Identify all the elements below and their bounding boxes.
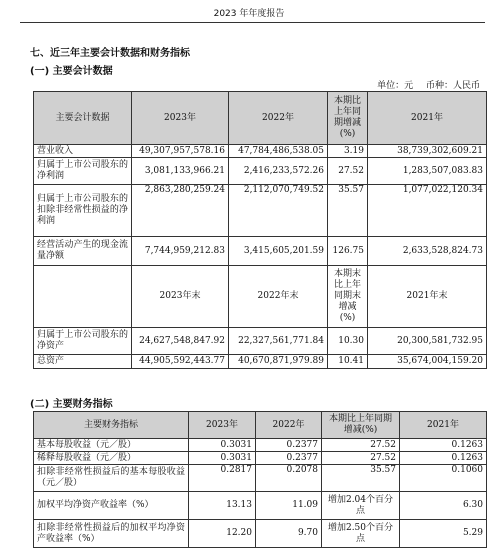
cell-2021: 2,633,528,824.73 [368, 237, 487, 266]
subsection-title-financial-indicators: (二) 主要财务指标 [30, 399, 113, 410]
table-row [34, 158, 487, 185]
cell-change: 3.19 [328, 145, 368, 158]
financial-indicators-table [33, 411, 487, 548]
row-label: 稀释每股收益（元／股） [34, 452, 189, 465]
cell-2023: 12.20 [189, 520, 256, 548]
col-header-item: 主要财务指标 [34, 412, 189, 439]
cell-2021: 38,739,302,609.21 [368, 145, 487, 158]
cell-2022: 0.2377 [256, 439, 322, 452]
cell-2021: 0.1263 [400, 439, 487, 452]
table-header-row [34, 92, 487, 145]
cell-2021: 6.30 [400, 492, 487, 520]
row-label: 基本每股收益（元／股） [34, 439, 189, 452]
cell-change: 10.30 [328, 328, 368, 355]
cell-2023: 0.3031 [189, 439, 256, 452]
cell-2022: 9.70 [256, 520, 322, 548]
header-divider [20, 22, 485, 23]
cell-2021: 20,300,581,732.95 [368, 328, 487, 355]
cell-2023: 44,905,592,443.77 [132, 355, 229, 369]
cell-2021: 0.1060 [400, 465, 487, 492]
col-header-2022: 2022年 [229, 92, 328, 145]
col-header-2021: 2021年 [368, 92, 487, 145]
empty-cell [34, 266, 132, 328]
cell-change: 27.52 [322, 452, 400, 465]
table-row [34, 328, 487, 355]
col-header-2021-end: 2021年末 [368, 266, 487, 328]
cell-2022: 47,784,486,538.05 [229, 145, 328, 158]
cell-2021: 0.1263 [400, 452, 487, 465]
cell-2022: 0.2377 [256, 452, 322, 465]
cell-2022: 22,327,561,771.84 [229, 328, 328, 355]
cell-2021: 1,077,022,120.34 [368, 185, 487, 237]
cell-change: 10.41 [328, 355, 368, 369]
cell-change: 35.57 [328, 185, 368, 237]
cell-2023: 0.2817 [189, 465, 256, 492]
table-row [34, 355, 487, 369]
row-label: 归属于上市公司股东的扣除非经常性损益的净利润 [34, 185, 132, 237]
col-header-2022: 2022年 [256, 412, 322, 439]
row-label: 归属于上市公司股东的净资产 [34, 328, 132, 355]
table-row [34, 452, 487, 465]
row-label: 归属于上市公司股东的净利润 [34, 158, 132, 185]
table-row [34, 185, 487, 237]
cell-2023: 7,744,959,212.83 [132, 237, 229, 266]
cell-2022: 0.2078 [256, 465, 322, 492]
row-label: 扣除非经常性损益后的加权平均净资产收益率（%） [34, 520, 189, 548]
col-header-2022-end: 2022年末 [229, 266, 328, 328]
table-header-row [34, 266, 487, 328]
page-header: 2023 年年度报告 [213, 9, 285, 19]
table-row [34, 520, 487, 548]
cell-2022: 11.09 [256, 492, 322, 520]
col-header-change: 本期比上年同期增减(%) [328, 92, 368, 145]
col-header-2023: 2023年 [189, 412, 256, 439]
row-label: 经营活动产生的现金流量净额 [34, 237, 132, 266]
table-row [34, 439, 487, 452]
cell-2023: 3,081,133,966.21 [132, 158, 229, 185]
section-title: 七、近三年主要会计数据和财务指标 [30, 48, 190, 59]
unit-label: 单位：元 [377, 81, 414, 91]
unit-line [367, 78, 480, 91]
cell-2022: 2,416,233,572.26 [229, 158, 328, 185]
subsection-title-accounting-data: (一) 主要会计数据 [30, 66, 113, 77]
col-header-2023: 2023年 [132, 92, 229, 145]
col-header-change-end: 本期末比上年同期末增减(%) [328, 266, 368, 328]
cell-2023: 0.3031 [189, 452, 256, 465]
cell-change: 增加2.04个百分点 [322, 492, 400, 520]
row-label: 加权平均净资产收益率（%） [34, 492, 189, 520]
cell-2021: 1,283,507,083.83 [368, 158, 487, 185]
cell-2021: 5.29 [400, 520, 487, 548]
cell-change: 35.57 [322, 465, 400, 492]
cell-2022: 3,415,605,201.59 [229, 237, 328, 266]
cell-2023: 13.13 [189, 492, 256, 520]
cell-2023: 2,863,280,259.24 [132, 185, 229, 237]
row-label: 营业收入 [34, 145, 132, 158]
cell-2023: 49,307,957,578.16 [132, 145, 229, 158]
row-label: 扣除非经常性损益后的基本每股收益（元／股） [34, 465, 189, 492]
cell-change: 126.75 [328, 237, 368, 266]
col-header-2021: 2021年 [400, 412, 487, 439]
accounting-data-table [33, 91, 487, 369]
col-header-item: 主要会计数据 [34, 92, 132, 145]
col-header-2023-end: 2023年末 [132, 266, 229, 328]
cell-2021: 35,674,004,159.20 [368, 355, 487, 369]
col-header-change: 本期比上年同期增减(%) [322, 412, 400, 439]
row-label: 总资产 [34, 355, 132, 369]
cell-2022: 2,112,070,749.52 [229, 185, 328, 237]
table-row [34, 465, 487, 492]
cell-2023: 24,627,548,847.92 [132, 328, 229, 355]
cell-change: 27.52 [328, 158, 368, 185]
table-row [34, 145, 487, 158]
table-row [34, 237, 487, 266]
table-header-row [34, 412, 487, 439]
currency-label: 币种：人民币 [425, 81, 480, 91]
cell-change: 27.52 [322, 439, 400, 452]
cell-2022: 40,670,871,979.89 [229, 355, 328, 369]
table-row [34, 492, 487, 520]
cell-change: 增加2.50个百分点 [322, 520, 400, 548]
